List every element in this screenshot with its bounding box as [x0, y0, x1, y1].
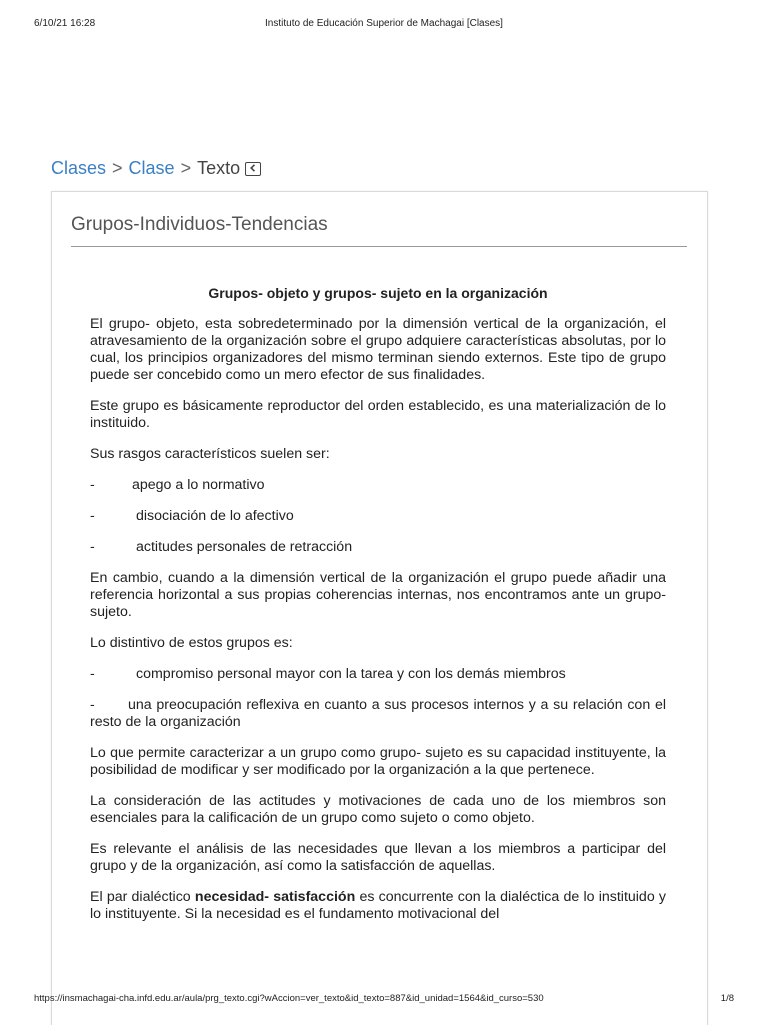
breadcrumb-link-clases[interactable]: Clases	[51, 158, 107, 178]
paragraph-text: es concurrente con la dialéctica de lo instituido y lo instituyente. Si la necesidad es el fundamento motivacional del	[90, 889, 667, 922]
bold-term: necesidad- satisfacción	[194, 889, 356, 905]
paragraph: Es relevante el análisis de las necesidades que llevan a los miembros a participar del grupo y de la organización, así como la satisfacción de aquellas.	[90, 841, 666, 874]
title-divider	[71, 246, 687, 247]
breadcrumb-separator: >	[180, 158, 192, 178]
content-card	[51, 191, 708, 1025]
list-item-text: apego a lo normativo	[132, 477, 265, 493]
list-item	[90, 539, 666, 556]
article-body	[90, 285, 666, 937]
list-item	[90, 477, 666, 494]
list-dash: -	[90, 477, 95, 493]
list-item	[90, 666, 666, 683]
card-title: Grupos-Individuos-Tendencias	[71, 214, 328, 235]
paragraph	[90, 889, 666, 923]
chevron-left-box-icon[interactable]	[245, 162, 261, 176]
list-dash: -	[90, 539, 95, 555]
print-page-number: 1/8	[720, 993, 734, 1004]
print-page-title: Instituto de Educación Superior de Machagai [Clases]	[265, 18, 503, 29]
list-dash: -	[90, 508, 95, 524]
list-dash: -	[90, 697, 95, 713]
paragraph-text: El par dialéctico	[90, 889, 195, 905]
paragraph: Lo que permite caracterizar a un grupo como grupo- sujeto es su capacidad instituyente, la posibilidad de modificar y ser modificado por la organización a la que pertenece.	[90, 745, 666, 778]
paragraph: Sus rasgos característicos suelen ser:	[90, 446, 330, 462]
article-heading: Grupos- objeto y grupos- sujeto en la organización	[208, 285, 548, 301]
paragraph: El grupo- objeto, esta sobredeterminado por la dimensión vertical de la organización, el atravesamiento de la organización sobre el grupo adquiere características absolutas, por lo cual, los principios organizadores del mismo terminan siendo externos. Este tipo de grupo puede ser concebido como un mero efector de sus finalidades.	[90, 316, 666, 383]
breadcrumb-link-clase[interactable]: Clase	[128, 158, 175, 178]
paragraph: Lo distintivo de estos grupos es:	[90, 635, 293, 651]
list-item	[90, 697, 666, 731]
list-item-text: actitudes personales de retracción	[136, 539, 353, 555]
paragraph: En cambio, cuando a la dimensión vertical de la organización el grupo puede añadir una referencia horizontal a sus propias coherencias internas, nos encontramos ante un grupo- sujeto.	[90, 570, 666, 620]
print-url: https://insmachagai-cha.infd.edu.ar/aula/prg_texto.cgi?wAccion=ver_texto&id_texto=887&id_unidad=1564&id_curso=530	[34, 993, 544, 1004]
breadcrumb	[51, 158, 261, 179]
breadcrumb-separator: >	[112, 158, 123, 178]
print-footer	[0, 993, 768, 1007]
print-header	[0, 18, 768, 32]
paragraph: Este grupo es básicamente reproductor del orden establecido, es una materialización de lo instituido.	[90, 398, 666, 431]
list-item	[90, 508, 666, 525]
paragraph: La consideración de las actitudes y motivaciones de cada uno de los miembros son esenciales para la calificación de un grupo como sujeto o como objeto.	[90, 793, 666, 826]
list-item-text: compromiso personal mayor con la tarea y con los demás miembros	[136, 666, 566, 682]
list-item-text: una preocupación reflexiva en cuanto a sus procesos internos y a su relación con el resto de la organización	[90, 697, 666, 730]
list-item-text: disociación de lo afectivo	[136, 508, 294, 524]
breadcrumb-current: Texto	[197, 158, 241, 178]
list-dash: -	[90, 666, 95, 682]
print-datetime: 6/10/21 16:28	[34, 18, 96, 29]
